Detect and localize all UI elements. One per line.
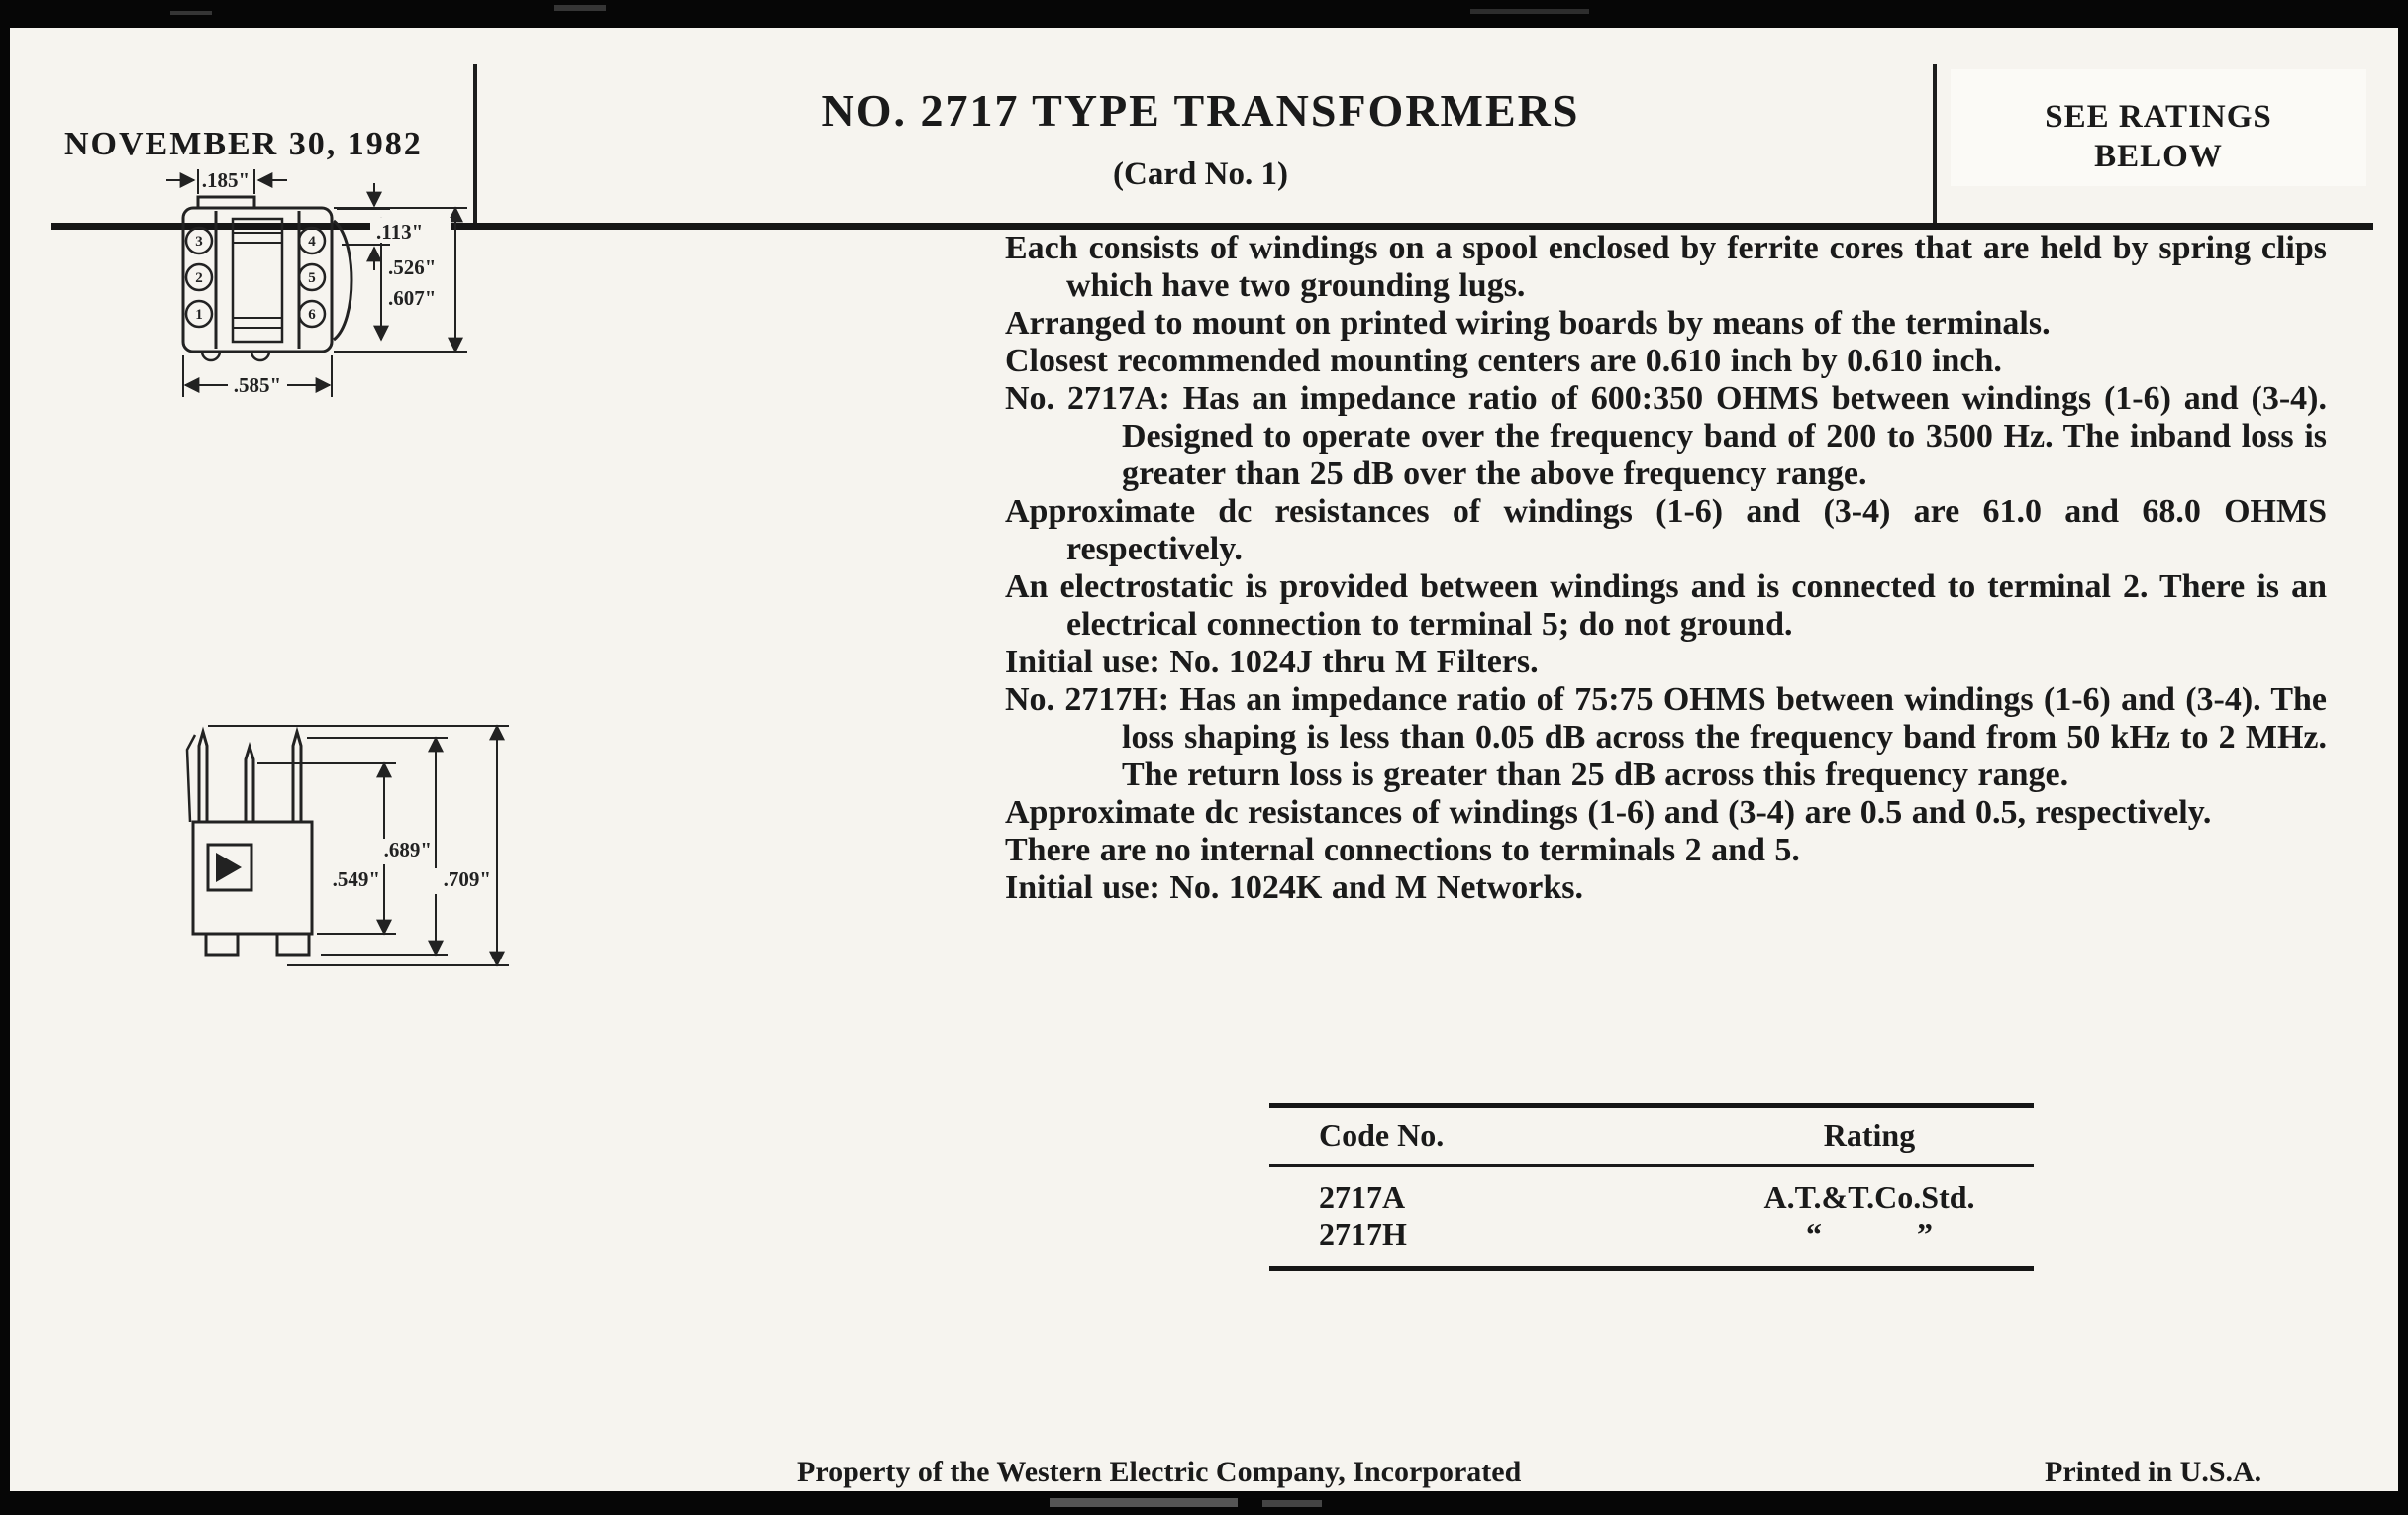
top-view-drawing [139,161,653,607]
dim-label-549: .549" [332,867,380,891]
table-rule-bottom [1269,1266,2034,1271]
code-cell: 2717H [1319,1216,1407,1252]
header-center [475,85,1926,192]
document-page [10,28,2398,1491]
terminal-4: 4 [308,234,316,250]
page-title: NO. 2717 TYPE TRANSFORMERS [821,85,1580,136]
description-text [1005,230,2327,907]
terminal-2: 2 [195,270,203,286]
ratings-note-line1: SEE RATINGS [2045,99,2272,135]
dim-label-185: .185" [201,168,251,192]
rating-cell: A.T.&T.Co.Std. [1763,1179,1975,1215]
terminal-pin [199,732,207,822]
scan-artifact [554,5,606,11]
description-paragraph: An electrostatic is provided between windings and is connected to terminal 2. There is an electrical connection to terminal 5; do not ground. [1005,568,2327,643]
description-paragraph-2717H: No. 2717H: Has an impedance ratio of 75:75 OHMS between windings (1-6) and (3-4). The loss shaping is less than 0.05 dB across the frequency band from 50 kHz to 2 MHz. The return loss is greater than 25 dB across this frequency range. [1005,681,2327,793]
ratings-note [1946,97,2371,176]
description-paragraph: Initial use: No. 1024J thru M Filters. [1005,644,1539,680]
dim-label-689: .689" [383,838,432,861]
scan-artifact [170,11,212,15]
description-paragraph: Approximate dc resistances of windings (1-6) and (3-4) are 0.5 and 0.5, respectively. [1005,794,2212,831]
ratings-note-line2: BELOW [2094,139,2223,174]
table-row [1269,1179,2034,1216]
scan-artifact [1470,9,1589,14]
table-row [1269,1216,2034,1253]
terminal-pin [293,732,301,822]
dim-label-607: .607" [388,286,437,310]
rating-cell-ditto: “ ” [1806,1216,1933,1252]
description-paragraph: Closest recommended mounting centers are 0.610 inch by 0.610 inch. [1005,343,2002,379]
description-paragraph: Approximate dc resistances of windings (1-6) and (3-4) are 61.0 and 68.0 OHMS respectively. [1005,493,2327,567]
transformer-top-outline [183,197,351,360]
terminal-3: 3 [195,234,203,250]
dim-label-585: .585" [233,373,282,397]
description-paragraph: Each consists of windings on a spool enclosed by ferrite cores that are held by spring clips which have two grounding lugs. [1005,230,2327,304]
dim-label-526: .526" [388,255,437,279]
description-paragraph: Arranged to mount on printed wiring boards by means of the terminals. [1005,305,2051,342]
polarity-mark [216,853,242,882]
terminal-5: 5 [308,270,316,286]
scan-artifact [1262,1500,1322,1507]
side-view-drawing [139,676,653,1102]
table-header-row [1269,1108,2034,1164]
property-notice: Property of the Western Electric Company, Incorporated [797,1456,1522,1488]
column-header-rating: Rating [1823,1117,1916,1153]
description-paragraph: There are no internal connections to terminals 2 and 5. [1005,832,1800,868]
ratings-table [1269,1103,2034,1271]
code-cell: 2717A [1319,1179,1406,1215]
column-header-code: Code No. [1319,1117,1445,1153]
terminal-pin [246,747,253,822]
transformer-side-outline [187,732,312,955]
issue-date: NOVEMBER 30, 1982 [64,126,423,162]
dim-label-113: .113" [376,220,424,244]
card-subtitle: (Card No. 1) [1113,156,1288,192]
header-divider-right [1933,64,1937,226]
terminal-1: 1 [195,307,203,323]
terminal-6: 6 [308,307,316,323]
dim-label-709: .709" [443,867,491,891]
description-paragraph-2717A: No. 2717A: Has an impedance ratio of 600:350 OHMS between windings (1-6) and (3-4). Designed to operate over the frequency band of 200 to 3500 Hz. The inband loss is greater than 25 dB over the above frequency range. [1005,380,2327,492]
scan-artifact [1050,1498,1238,1507]
printed-notice: Printed in U.S.A. [2045,1456,2262,1488]
spring-clip [334,221,351,340]
description-paragraph: Initial use: No. 1024K and M Networks. [1005,869,1584,906]
